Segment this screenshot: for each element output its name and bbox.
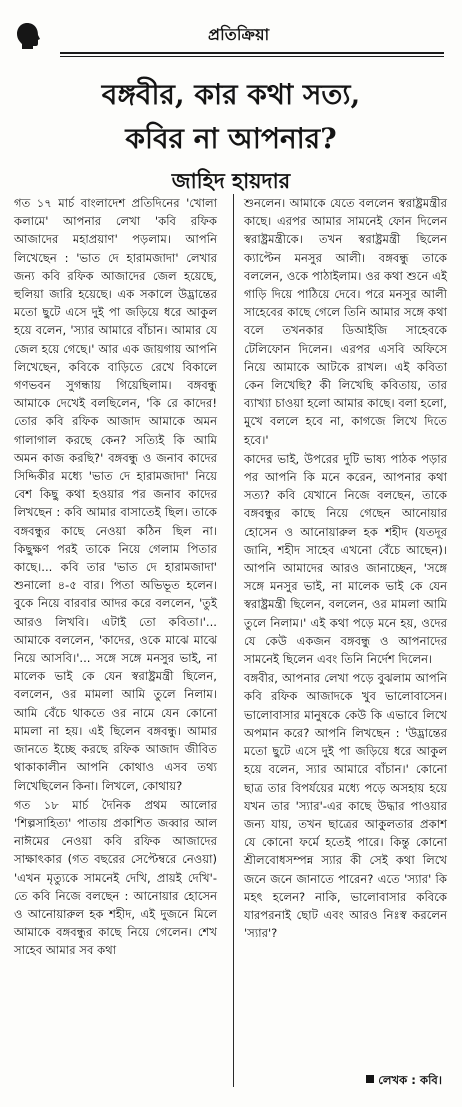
paragraph: গত ১৭ মার্চ বাংলাদেশ প্রতিদিনের 'খোলা কলামে' আপনার লেখা 'কবি রফিক আজাদের মহাপ্রয়াণ' পড়লাম। আপনি লিখেছেন : 'ভাত দে হারামজাদা' লেখার জন্য কবি রফিক আজাদের জেল হয়েছে, হুলিয়া জারি হয়েছে। এক সকালে উদ্ভ্রান্তের মতো ছুটে এসে দুই পা জড়িয়ে ধরে আকুল হয়ে বলেন, 'স্যার আমারে বাঁচান। আমার যে জেল হয়ে গেছে।' আর এক জায়গায় আপনি লিখেছেন, কবিকে বাড়িতে রেখে বিকালে গণভবন সুগন্ধায় গিয়েছিলাম। বঙ্গবন্ধু আমাকে দেখেই বলছিলেন, 'কি রে কাদের! তোর কবি রফিক আজাদ আমাকে অমন গালাগাল করছে কেন? সত্যিই কি আমি অমন কাজ করছি?' বঙ্গবন্ধু ও জনাব কাদের সিদ্দিকীর মধ্যে 'ভাত দে হারামজাদা' নিয়ে বেশ কিছু কথা হওয়ার পর জনাব কাদের লিখছেন : কবি আমার বাসাতেই ছিল। তাকে বঙ্গবন্ধুর কাছে নেওয়া কঠিন ছিল না। কিছুক্ষণ পরই তাকে নিয়ে গেলাম পিতার কাছে।... কবি তার 'ভাত দে হারামজাদা' শুনালো ৪-৫ বার। পিতা অভিভূত হলেন। বুকে নিয়ে বারবার আদর করে বললেন, 'তুই আরও লিখবি। এটাই তো কবিতা।'... আমাকে বললেন, 'কাদের, ওকে মাঝে মাঝে নিয়ে আসবি।'... সঙ্গে সঙ্গে মনসুর ভাই, না মালেক ভাই কে যেন স্বরাষ্ট্রমন্ত্রী ছিলেন, বললেন, ওর মামলা আমি তুলে নিলাম। আমি বেঁচে থাকতে ওর নামে যেন কোনো মামলা না হয়। এই ছিলেন বঙ্গবন্ধু। আমার জানতে ইচ্ছে করছে রফিক আজাদ জীবিত থাকাকালীন আপনি কোথাও এসব তথ্য লিখেছিলেন কিনা। লিখলে, কোথায়? <box>14 196 217 793</box>
section-label: প্রতিক্রিয়া <box>208 25 270 44</box>
article-column-right <box>244 194 447 943</box>
section-rule-thin <box>60 56 444 57</box>
author-credit <box>366 1072 442 1091</box>
article-column-left <box>14 194 217 961</box>
section-rule <box>60 52 444 54</box>
head-silhouette-icon <box>16 22 42 50</box>
author-credit-text: লেখক : কবি। <box>378 1073 442 1087</box>
headline-line-1: বঙ্গবীর, কার কথা সত্য, <box>101 78 361 111</box>
square-bullet-icon <box>366 1075 374 1083</box>
column-divider <box>233 194 234 1087</box>
headline-line-2: কবির না আপনার? <box>125 122 337 155</box>
byline: জাহিদ হায়দার <box>171 169 291 193</box>
paragraph: শুনলেন। আমাকে যেতে বললেন স্বরাষ্ট্রমন্ত্রীর কাছে। এরপর আমার সামনেই ফোন দিলেন স্বরাষ্ট্রমন্ত্রীকে। তখন স্বরাষ্ট্রমন্ত্রী ছিলেন ক্যাপ্টেন মনসুর আলী। বঙ্গবন্ধু তাকে বললেন, ওকে পাঠাইলাম। ওর কথা শুনে এই গাড়ি দিয়ে পাঠিয়ে দেবে। পরে মনসুর আলী সাহেবের কাছে গেলে তিনি আমার সঙ্গে কথা বলে তখনকার ডিআইজি সাহেবকে টেলিফোন দিলেন। এরপর এসবি অফিসে নিয়ে আমাকে আটকে রাখল। এই কবিতা কেন লিখেছি? কী লিখেছি কবিতায়, তার ব্যাখ্যা চাওয়া হলো আমার কাছে। বলা হলো, মুখে বললে হবে না, কাগজে লিখে দিতে হবে।' <box>244 196 447 447</box>
paragraph: গত ১৮ মার্চ দৈনিক প্রথম আলোর 'শিল্পসাহিত্য' পাতায় প্রকাশিত জব্বার আল নাঈমের নেওয়া কবি রফিক আজাদের সাক্ষাৎকার (গত বছরের সেপ্টেম্বরে নেওয়া) 'এখন মৃত্যুকে সামনেই দেখি, প্রায়ই দেখি'-তে কবি নিজে বলছেন : আনোয়ার হোসেন ও আনোয়ারুল হক শহীদ, এই দুজনে মিলে আমাকে বঙ্গবন্ধুর কাছে নিয়ে গেলেন। শেখ সাহেব আমার সব কথা <box>14 797 217 958</box>
paragraph: কাদের ভাই, উপরের দুটি ভাষ্য পাঠক পড়ার পর আপনি কি মনে করেন, আপনার কথা সত্য? কবি যেখানে নিজে বলছেন, তাকে বঙ্গবন্ধুর কাছে নিয়ে গেছেন আনোয়ার হোসেন ও আনোয়ারুল হক শহীদ (যতদূর জানি, শহীদ সাহেব এখনো বেঁচে আছেন)। আপনি আমাদের আরও জানাচ্ছেন, 'সঙ্গে সঙ্গে মনসুর ভাই, না মালেক ভাই কে যেন স্বরাষ্ট্রমন্ত্রী ছিলেন, বললেন, ওর মামলা আমি তুলে নিলাম।' এই কথা পড়ে মনে হয়, ওদের যে কেউ একজন বঙ্গবন্ধু ও আপনাদের সামনেই ছিলেন এবং তিনি নির্দেশ দিলেন। <box>244 451 447 667</box>
paragraph: বঙ্গবীর, আপনার লেখা পড়ে বুঝলাম আপনি কবি রফিক আজাদকে খুব ভালোবাসেন। ভালোবাসার মানুষকে কেউ কি এভাবে লিখে অপমান করে? আপনি লিখছেন : 'উদ্ভ্রান্তের মতো ছুটে এসে দুই পা জড়িয়ে ধরে আকুল হয়ে বলেন, স্যার আমারে বাঁচান।' কোনো ছাত্র তার বিপর্যয়ের মধ্যে পড়ে অসহায় হয়ে যখন তার 'স্যার'-এর কাছে উদ্ধার পাওয়ার জন্য যায়, তখন ছাত্রের আকুলতার প্রকাশ যে কোনো ফর্মে হতেই পারে। কিন্তু কোনো শ্রীলবোধসম্পন্ন স্যার কী সেই কথা লিখে জনে জনে জানাতে পারেন? এতে 'স্যার' কি মহৎ হলেন? নাকি, ভালোবাসার কবিকে যারপরনাই ছোট এবং আরও নিঃস্ব করলেন 'স্যার'? <box>244 671 447 941</box>
